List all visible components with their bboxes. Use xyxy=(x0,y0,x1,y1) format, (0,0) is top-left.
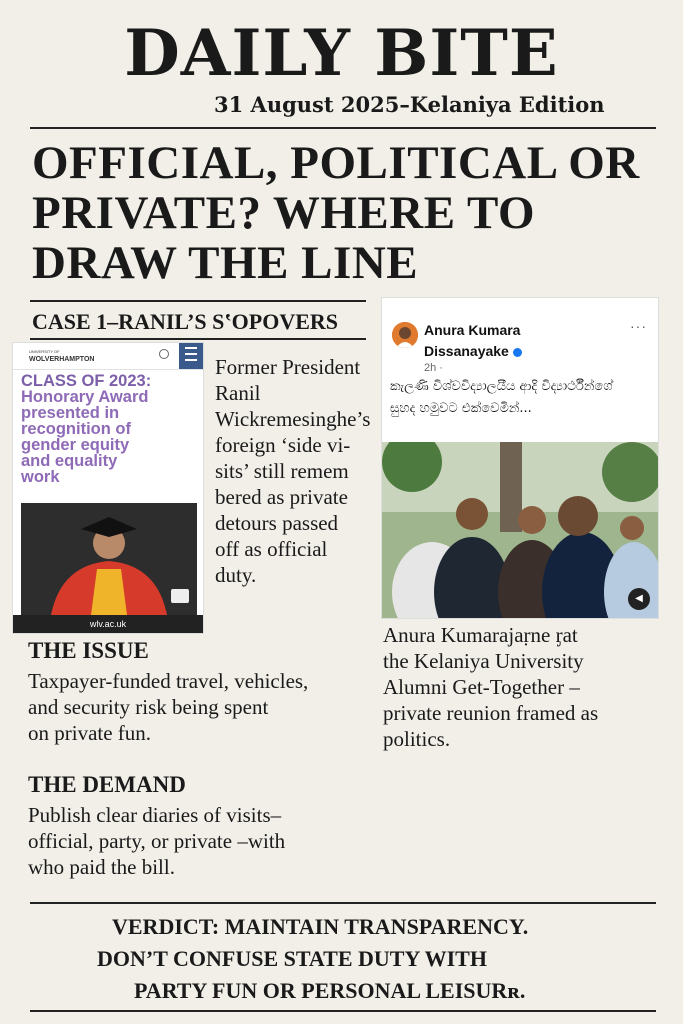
award-headline: CLASS OF 2023: Honorary Award presented in recognition of gender equity and equality work xyxy=(21,372,152,486)
demand-heading: THE DEMAND xyxy=(28,772,186,797)
headline-line-2: PRIVATE? WHERE TO xyxy=(32,187,536,239)
case1-title: CASE 1–RANIL’S SʽOPOVERS xyxy=(32,309,339,334)
search-icon xyxy=(159,349,169,359)
menu-icon xyxy=(179,343,203,369)
verdict-bottom-rule xyxy=(30,1010,656,1012)
dateline: 31 August 2025–Kelaniya Edition xyxy=(214,92,605,117)
post-text: කැලණි විශ්වවිද්‍යාලයීය ආදි විද්‍යාර්ථීන්ගේ සුහද හමුවට එක්වෙමින්... xyxy=(390,379,613,416)
more-options-icon[interactable]: ··· xyxy=(630,318,647,334)
university-screenshot xyxy=(13,343,203,633)
post-time: 2h · xyxy=(424,362,443,374)
verdict-line-2: DON’T CONFUSE STATE DUTY WITH xyxy=(97,946,487,971)
profile-name: Anura Kumara Dissanayake xyxy=(424,322,521,359)
volume-icon[interactable]: ◀ xyxy=(628,588,650,610)
case1-body: Former President Ranil Wickremesinghe’s foreign ‘side vi- sits’ still remem bered as private detours passed off as official duty. xyxy=(215,355,371,587)
issue-body: Taxpayer-funded travel, vehicles, and security risk being spent on private fun. xyxy=(28,669,309,745)
issue-heading: THE ISSUE xyxy=(28,638,149,663)
reunion-photo xyxy=(382,442,658,618)
masthead-title: DAILY BITE xyxy=(124,16,559,91)
headline-line-1: OFFICIAL, POLITICAL OR xyxy=(32,137,640,189)
case2-caption: Anura Kumarajaṛne ᶉat the Kelaniya University Alumni Get-Together – private reunion framed as politics. xyxy=(383,623,599,751)
site-url: wlv.ac.uk xyxy=(13,615,203,633)
verdict-top-rule xyxy=(30,902,656,904)
headline xyxy=(32,138,662,288)
case1-bottom-rule xyxy=(30,338,366,340)
facebook-post-screenshot xyxy=(382,298,658,618)
site-header xyxy=(13,343,203,370)
demand-body: Publish clear diaries of visits– official, party, or private –with who paid the bill. xyxy=(28,803,286,879)
university-logo: UNIVERSITY OF WOLVERHAMPTON xyxy=(29,349,95,363)
profile-avatar xyxy=(392,322,418,348)
verified-badge-icon xyxy=(513,348,522,357)
graduate-photo xyxy=(21,503,197,615)
headline-line-3: DRAW THE LINE xyxy=(32,237,419,289)
masthead-rule xyxy=(30,127,656,129)
verdict-line-3: PARTY FUN OR PERSONAL LEISURʀ. xyxy=(134,978,526,1003)
case1-top-rule xyxy=(30,300,366,302)
verdict-line-1: VERDICT: MAINTAIN TRANSPARENCY. xyxy=(112,914,529,939)
